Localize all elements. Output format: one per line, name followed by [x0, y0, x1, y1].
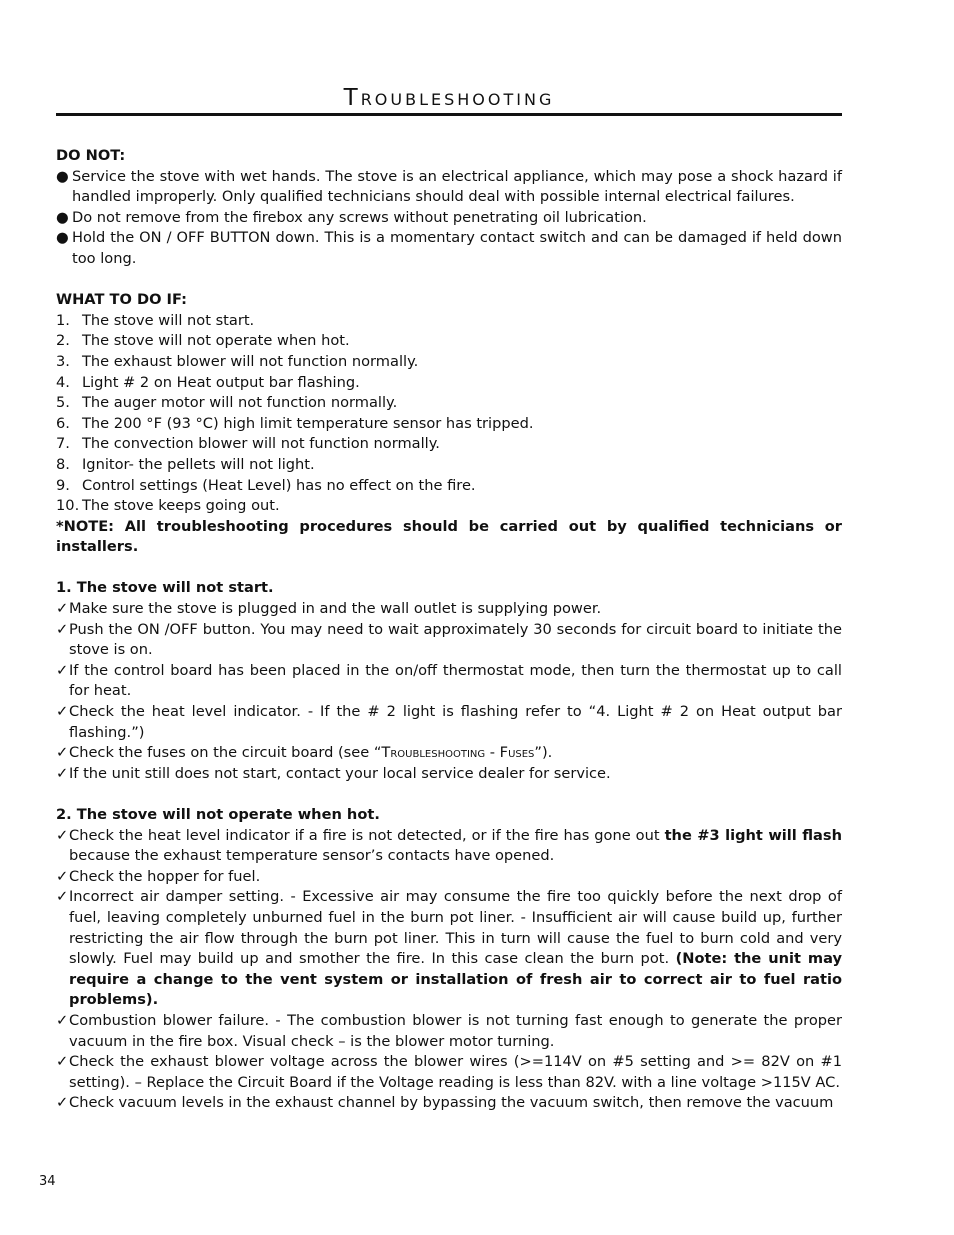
- list-item: [56, 311, 842, 332]
- list-item: [56, 331, 842, 352]
- item-text: Check the fuses on the circuit board (see “Troubleshooting - Fuses”).: [69, 744, 553, 762]
- item-text: If the unit still does not start, contact your local service dealer for service.: [69, 764, 611, 782]
- item-text: Check the heat level indicator. - If the # 2 light is flashing refer to “4. Light # 2 on Heat output bar flashing.”): [69, 703, 842, 741]
- check-icon: ✓: [56, 826, 69, 844]
- do-not-item: Do not remove from the firebox any screws without penetrating oil lubrication.: [72, 208, 647, 226]
- item-text: Check the heat level indicator if a fire is not detected, or if the fire has gone out the #3 light will flash because the exhaust temperature sensor’s contacts have opened.: [69, 826, 842, 865]
- bold-text: (Note: the unit may require a change to the vent system or installation of fresh air to correct air to fuel ratio problems).: [69, 950, 842, 1009]
- item-text: Check the exhaust blower voltage across the blower wires (>=114V on #5 setting and >= 82V on #1 setting). – Replace the Circuit Board if the Voltage reading is less than 82V. with a line voltage >115V AC.: [69, 1053, 842, 1091]
- item-number: 1.: [56, 311, 70, 329]
- list-item: [56, 352, 842, 373]
- list-item: [56, 867, 842, 888]
- item-text: The convection blower will not function normally.: [82, 435, 440, 453]
- list-item: [56, 208, 842, 229]
- bullet-icon: ●: [56, 229, 69, 247]
- item-text: If the control board has been placed in the on/off thermostat mode, then turn the thermostat up to call for heat.: [69, 661, 842, 700]
- do-not-item: Hold the ON / OFF BUTTON down. This is a momentary contact switch and can be damaged if held down too long.: [72, 229, 842, 267]
- section-1-heading: 1. The stove will not start.: [56, 579, 274, 597]
- item-number: 9.: [56, 476, 70, 494]
- check-icon: ✓: [56, 620, 69, 638]
- list-item: [56, 455, 842, 476]
- list-item: [56, 434, 842, 455]
- check-icon: ✓: [56, 764, 69, 782]
- list-item: [56, 887, 842, 1011]
- list-item: [56, 476, 842, 497]
- item-text: Light # 2 on Heat output bar flashing.: [82, 373, 360, 391]
- item-text: The auger motor will not function normally.: [82, 394, 398, 412]
- bullet-icon: ●: [56, 208, 69, 226]
- check-icon: ✓: [56, 600, 69, 618]
- page-content: [56, 146, 842, 1114]
- list-item: [56, 167, 842, 208]
- list-item: [56, 496, 842, 517]
- list-item: [56, 373, 842, 394]
- item-text: Control settings (Heat Level) has no effect on the fire.: [82, 476, 476, 494]
- item-text: The 200 °F (93 °C) high limit temperature sensor has tripped.: [82, 414, 534, 432]
- item-number: 3.: [56, 352, 70, 370]
- item-text: Ignitor- the pellets will not light.: [82, 455, 315, 473]
- item-text: Push the ON /OFF button. You may need to wait approximately 30 seconds for circuit board to initiate the stove is on.: [69, 620, 842, 659]
- item-text: The stove will not operate when hot.: [82, 332, 350, 350]
- item-text: Combustion blower failure. - The combustion blower is not turning fast enough to generate the proper vacuum in the fire box. Visual check – is the blower motor turning.: [69, 1011, 842, 1050]
- check-icon: ✓: [56, 661, 69, 679]
- note-paragraph: *NOTE: All troubleshooting procedures should be carried out by qualified technicians or installers.: [56, 517, 842, 556]
- list-item: [56, 393, 842, 414]
- list-item: [56, 764, 842, 785]
- list-item: [56, 743, 842, 764]
- item-number: 4.: [56, 373, 70, 391]
- do-not-item: Service the stove with wet hands. The stove is an electrical appliance, which may pose a shock hazard if handled improperly. Only qualified technicians should deal with possible internal electrical failures.: [72, 167, 842, 206]
- list-item: [56, 620, 842, 661]
- list-item: [56, 1093, 842, 1114]
- item-number: 2.: [56, 332, 70, 350]
- small-caps-text: Fuses: [499, 744, 535, 762]
- item-number: 7.: [56, 435, 70, 453]
- check-icon: ✓: [56, 888, 69, 906]
- check-icon: ✓: [56, 703, 69, 721]
- list-item: [56, 1011, 842, 1052]
- do-not-heading: DO NOT:: [56, 147, 126, 164]
- item-number: 6.: [56, 414, 70, 432]
- check-icon: ✓: [56, 1053, 69, 1071]
- item-text: Check vacuum levels in the exhaust channel by bypassing the vacuum switch, then remove the vacuum: [69, 1094, 834, 1112]
- bullet-icon: ●: [56, 167, 69, 185]
- list-item: [56, 599, 842, 620]
- list-item: [56, 414, 842, 435]
- check-icon: ✓: [56, 1011, 69, 1029]
- small-caps-text: Troubleshooting: [381, 744, 486, 762]
- item-number: 10.: [56, 497, 80, 515]
- item-text: Incorrect air damper setting. - Excessive air may consume the fire too quickly before the next drop of fuel, leaving completely unburned fuel in the burn pot liner. - Insufficient air will cause build up, further restricting the air flow through the burn pot liner. This in turn will cause the fuel to burn cold and very slowly. Fuel may build up and smother the fire. In this case clean the burn pot. (Note: the unit may require a change to the vent system or installation of fresh air to correct air to fuel ratio problems).: [69, 888, 842, 1009]
- page-title: Troubleshooting: [343, 85, 555, 111]
- list-item: [56, 661, 842, 702]
- item-text: The exhaust blower will not function normally.: [82, 352, 419, 370]
- list-item: [56, 826, 842, 867]
- bold-text: the #3 light will flash: [664, 826, 842, 844]
- item-text: The stove keeps going out.: [82, 497, 280, 515]
- item-text: Make sure the stove is plugged in and the wall outlet is supplying power.: [69, 600, 602, 618]
- item-number: 5.: [56, 394, 70, 412]
- item-text: Check the hopper for fuel.: [69, 867, 261, 885]
- check-icon: ✓: [56, 867, 69, 885]
- check-icon: ✓: [56, 744, 69, 762]
- page-number: 34: [39, 1174, 56, 1189]
- item-number: 8.: [56, 455, 70, 473]
- what-to-do-heading: WHAT TO DO IF:: [56, 291, 187, 309]
- list-item: [56, 702, 842, 743]
- list-item: [56, 1052, 842, 1093]
- list-item: [56, 228, 842, 269]
- section-2-heading: 2. The stove will not operate when hot.: [56, 806, 380, 823]
- item-text: The stove will not start.: [82, 311, 255, 329]
- title-rule: [56, 113, 842, 116]
- check-icon: ✓: [56, 1094, 69, 1112]
